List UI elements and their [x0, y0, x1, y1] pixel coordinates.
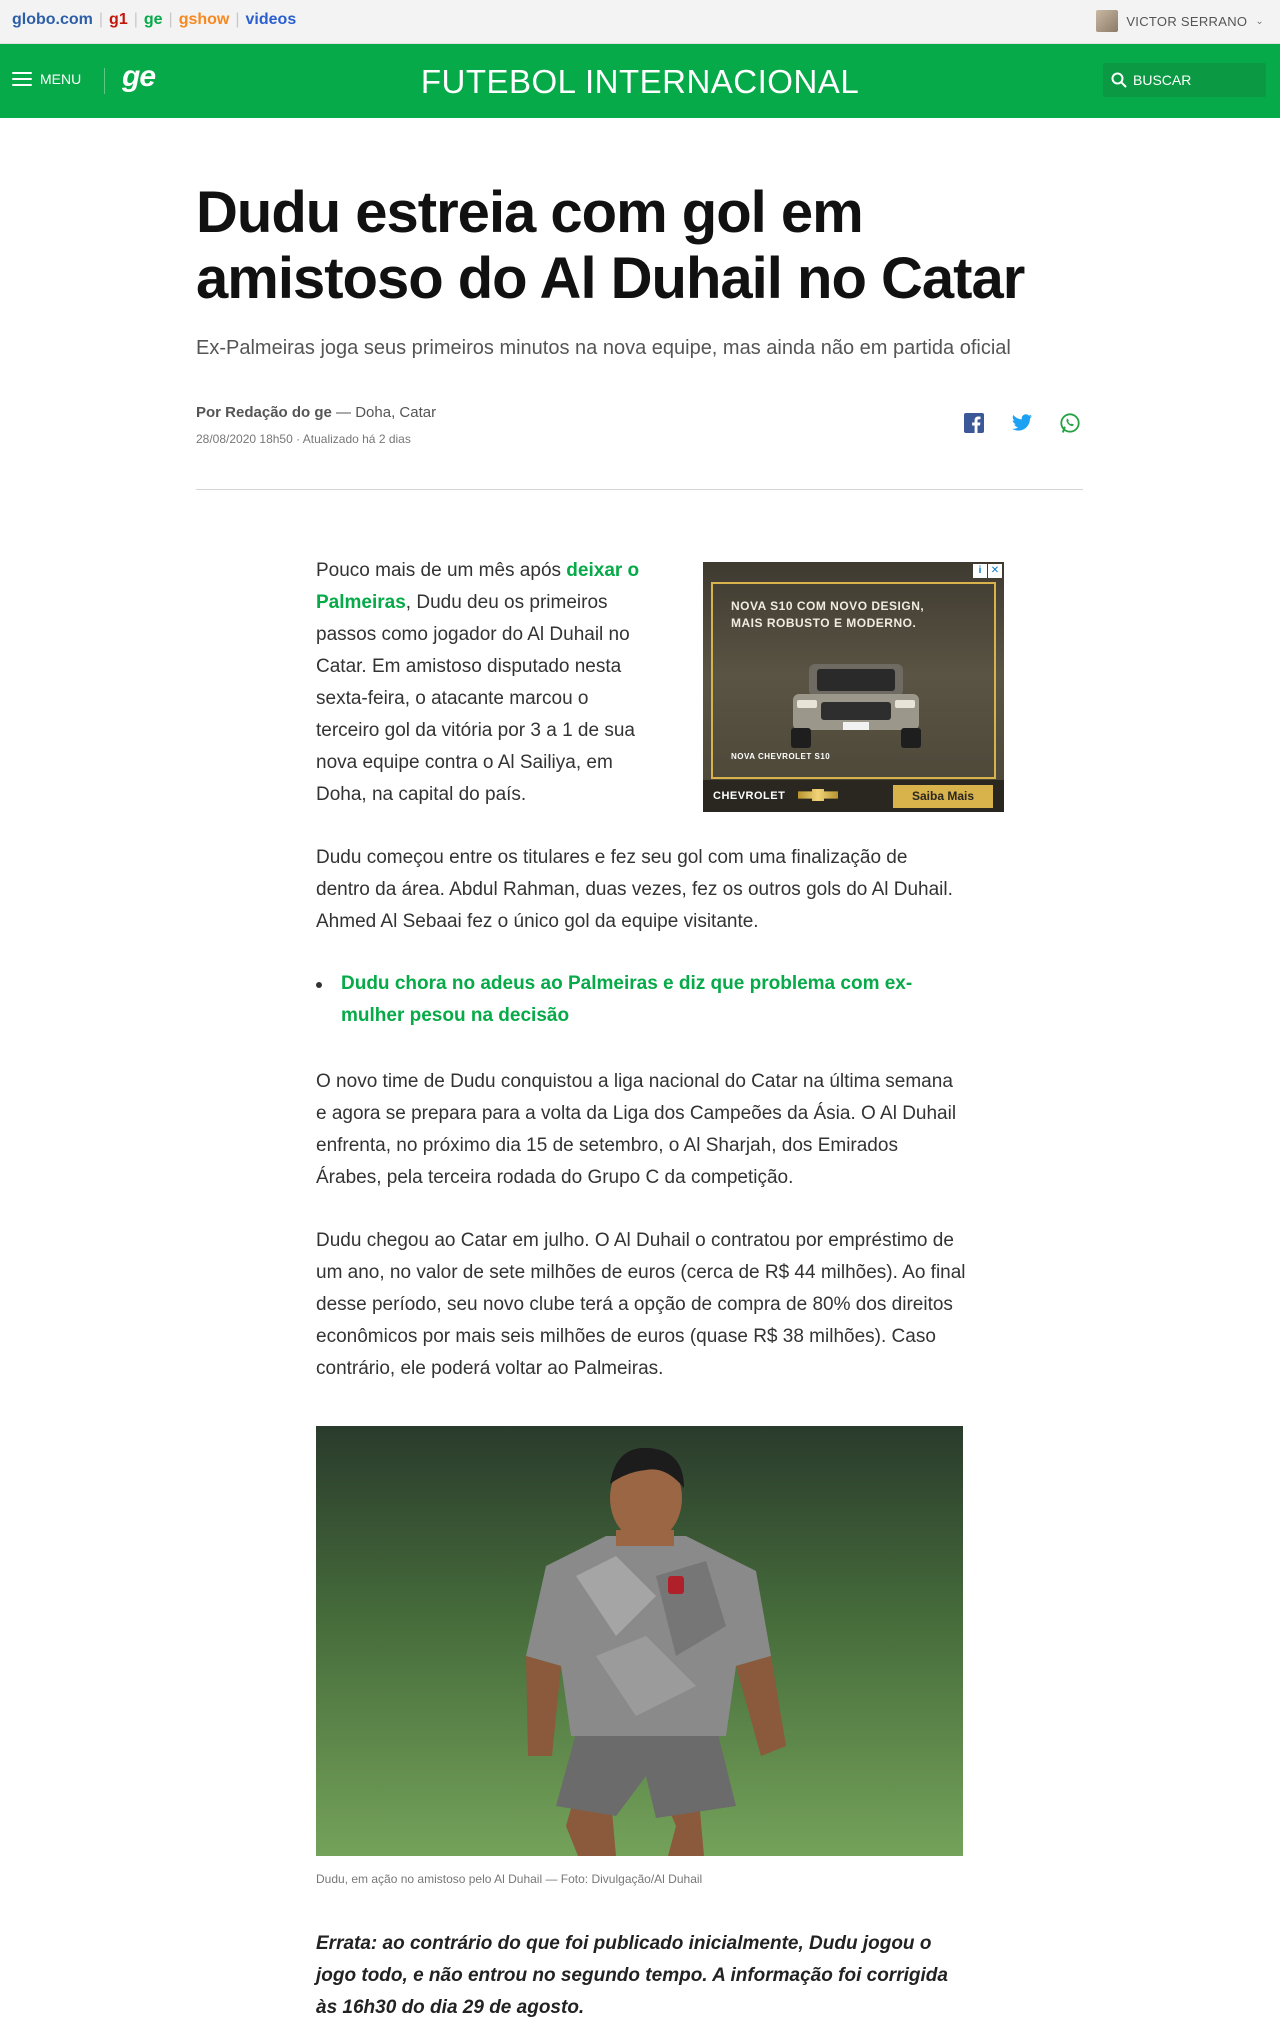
paragraph-1 — [316, 555, 656, 811]
errata-note: Errata: ao contrário do que foi publicado inicialmente, Dudu jogou o jogo todo, e não entrou no segundo tempo. A informação foi corrigida às 16h30 do dia 29 de agosto. — [316, 1933, 948, 2018]
player-photo-illustration — [316, 1426, 963, 1856]
paragraph-4: Dudu chegou ao Catar em julho. O Al Duhail o contratou por empréstimo de um ano, no valor de sete milhões de euros (cerca de R$ 44 milhões). Ao final desse período, seu novo clube terá a opção de compra de 80% dos direitos econômicos por mais seis milhões de euros (quase R$ 38 milhões). Caso contrário, ele poderá voltar ao Palmeiras. — [316, 1230, 966, 1379]
link-videos[interactable]: videos — [245, 11, 297, 28]
link-g1[interactable]: g1 — [109, 11, 128, 28]
paragraph-3: O novo time de Dudu conquistou a liga nacional do Catar na última semana e agora se prepara para a volta da Liga dos Campeões da Ásia. O Al Duhail enfrenta, no próximo dia 15 de setembro, o Al Sharjah, dos Emirados Árabes, pela terceira rodada do Grupo C da competição. — [316, 1071, 957, 1188]
article-title: Dudu estreia com gol em amistoso do Al Duhail no Catar — [196, 180, 1025, 311]
whatsapp-icon[interactable] — [1059, 412, 1081, 434]
chevron-down-icon: ⌄ — [1255, 15, 1264, 27]
ad-cta-button[interactable]: Saiba Mais — [893, 785, 993, 808]
byline-location: — Doha, Catar — [331, 404, 437, 421]
link-separator: | — [168, 11, 173, 28]
bullet-dot — [316, 982, 322, 988]
close-ad-icon[interactable]: ✕ — [988, 564, 1002, 578]
adchoices[interactable] — [972, 564, 1002, 578]
photo-caption: Dudu, em ação no amistoso pelo Al Duhail — Foto: Divulgação/Al Duhail — [316, 1872, 703, 1886]
site-header — [0, 44, 1280, 118]
link-separator: | — [133, 11, 138, 28]
section-title: FUTEBOL INTERNACIONAL — [420, 63, 860, 100]
search-icon — [1111, 72, 1127, 88]
article-subtitle: Ex-Palmeiras joga seus primeiros minutos na nova equipe, mas ainda não em partida oficial — [196, 337, 1011, 359]
link-globo[interactable]: globo.com — [12, 11, 93, 28]
paragraph-2: Dudu começou entre os titulares e fez seu gol com uma finalização de dentro da área. Abdul Rahman, duas vezes, fez os outros gols do Al Duhail. Ahmed Al Sebaai fez o único gol da equipe visitante. — [316, 847, 953, 932]
search-button[interactable] — [1103, 63, 1266, 97]
byline — [196, 404, 436, 421]
publish-date: 28/08/2020 18h50 · Atualizado há 2 dias — [196, 432, 411, 446]
pickup-truck-image — [781, 654, 931, 754]
link-deixar-o-palmeiras[interactable]: deixar o Palmeiras — [316, 560, 640, 613]
ad-footer — [703, 780, 1004, 812]
user-menu[interactable] — [1096, 10, 1264, 32]
link-separator: | — [98, 11, 104, 28]
globo-network-links — [12, 11, 296, 29]
header-divider-rule — [196, 489, 1083, 490]
advertisement[interactable] — [703, 562, 1004, 812]
link-ge[interactable]: ge — [143, 11, 163, 28]
chevrolet-bowtie-logo — [798, 789, 838, 801]
share-buttons — [963, 412, 1081, 434]
related-article-item — [316, 968, 956, 1032]
menu-label: MENU — [40, 71, 82, 87]
paragraph-1-text-end: , Dudu deu os primeiros passos como jogador do Al Duhail no Catar. Em amistoso disputado nesta sexta-feira, o atacante marcou o terceiro gol da vitória por 3 a 1 de sua nova equipe contra o Al Sailiya, em Doha, na capital do país. — [316, 592, 635, 805]
byline-author: Por Redação do ge — [196, 404, 332, 421]
ge-logo[interactable]: ge — [122, 60, 156, 93]
ad-headline: NOVA S10 COM NOVO DESIGN, MAIS ROBUSTO E MODERNO. — [731, 599, 925, 630]
article-photo[interactable] — [316, 1426, 963, 1856]
related-article-link[interactable]: Dudu chora no adeus ao Palmeiras e diz que problema com ex-mulher pesou na decisão — [341, 973, 913, 1026]
link-gshow[interactable]: gshow — [178, 11, 230, 28]
globo-top-bar — [0, 0, 1280, 44]
facebook-icon[interactable] — [963, 412, 985, 434]
twitter-icon[interactable] — [1011, 412, 1033, 434]
ad-model-label: NOVA CHEVROLET S10 — [731, 752, 831, 761]
ad-brand: CHEVROLET — [713, 790, 786, 802]
paragraph-1-text-start: Pouco mais de um mês após — [316, 560, 567, 581]
search-label: BUSCAR — [1133, 72, 1192, 88]
avatar — [1096, 10, 1118, 32]
link-separator: | — [235, 11, 240, 28]
adchoices-info-icon[interactable]: i — [973, 564, 987, 578]
user-name: VICTOR SERRANO — [1126, 13, 1248, 29]
